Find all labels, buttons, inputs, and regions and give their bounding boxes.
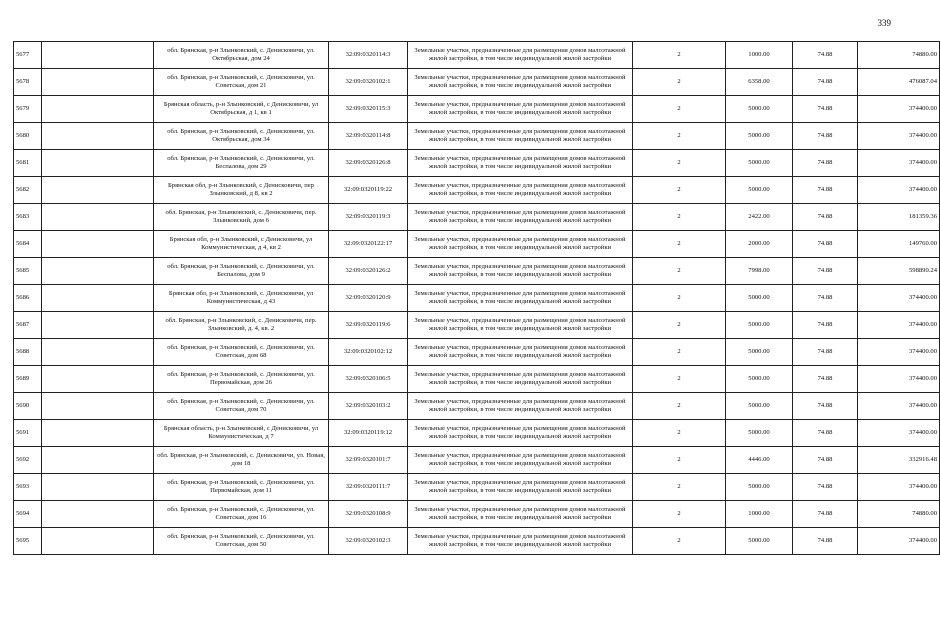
cadastral-number-cell: 32:09:0320126:2 [329, 258, 408, 285]
table-row [14, 420, 940, 447]
address-cell: обл. Брянская, р-н Злынковский, с. Денисковичи, ул. Беспалова, дом 29 [154, 150, 329, 177]
area-cell: 5000.00 [726, 123, 793, 150]
area-cell: 5000.00 [726, 528, 793, 555]
rate-cell: 74.88 [793, 96, 858, 123]
empty-cell [42, 96, 154, 123]
row-number-cell: 5686 [14, 285, 42, 312]
area-cell: 6358.00 [726, 69, 793, 96]
row-number-cell: 5690 [14, 393, 42, 420]
cadastral-value-cell: 374400.00 [858, 285, 940, 312]
category-cell: 2 [633, 177, 726, 204]
rate-cell: 74.88 [793, 177, 858, 204]
rate-cell: 74.88 [793, 501, 858, 528]
land-use-cell: Земельные участки, предназначенные для размещения домов малоэтажной жилой застройки, в том числе индивидуальной жилой застройки [408, 339, 633, 366]
address-cell: Брянская область, р-н Злынковский, с Денисковичи, ул Октябрьская, д 1, кв 1 [154, 96, 329, 123]
category-cell: 2 [633, 96, 726, 123]
category-cell: 2 [633, 123, 726, 150]
area-cell: 7998.00 [726, 258, 793, 285]
land-use-cell: Земельные участки, предназначенные для размещения домов малоэтажной жилой застройки, в том числе индивидуальной жилой застройки [408, 177, 633, 204]
address-cell: обл. Брянская, р-н Злынковский, с. Денисковичи, ул. Новая, дом 18 [154, 447, 329, 474]
cadastral-value-cell: 74880.00 [858, 501, 940, 528]
cadastral-value-cell: 374400.00 [858, 339, 940, 366]
cadastral-value-cell: 374400.00 [858, 123, 940, 150]
empty-cell [42, 312, 154, 339]
cadastral-value-cell: 374400.00 [858, 177, 940, 204]
cadastral-number-cell: 32:09:0320102:12 [329, 339, 408, 366]
category-cell: 2 [633, 474, 726, 501]
table-row [14, 312, 940, 339]
row-number-cell: 5679 [14, 96, 42, 123]
cadastral-value-cell: 374400.00 [858, 366, 940, 393]
row-number-cell: 5685 [14, 258, 42, 285]
table-row [14, 231, 940, 258]
empty-cell [42, 204, 154, 231]
address-cell: обл. Брянская, р-н Злынковский, с. Денисковичи, пер. Злынковский, дом 6 [154, 204, 329, 231]
address-cell: обл. Брянская, р-н Злынковский, с. Денисковичи, ул. Советская, дом 68 [154, 339, 329, 366]
cadastral-number-cell: 32:09:0320119:12 [329, 420, 408, 447]
table-row [14, 501, 940, 528]
row-number-cell: 5684 [14, 231, 42, 258]
table-row [14, 393, 940, 420]
land-use-cell: Земельные участки, предназначенные для размещения домов малоэтажной жилой застройки, в том числе индивидуальной жилой застройки [408, 474, 633, 501]
row-number-cell: 5687 [14, 312, 42, 339]
land-use-cell: Земельные участки, предназначенные для размещения домов малоэтажной жилой застройки, в том числе индивидуальной жилой застройки [408, 528, 633, 555]
row-number-cell: 5682 [14, 177, 42, 204]
area-cell: 2000.00 [726, 231, 793, 258]
category-cell: 2 [633, 420, 726, 447]
land-use-cell: Земельные участки, предназначенные для размещения домов малоэтажной жилой застройки, в том числе индивидуальной жилой застройки [408, 285, 633, 312]
cadastral-number-cell: 32:09:0320114:8 [329, 123, 408, 150]
cadastral-value-cell: 374400.00 [858, 96, 940, 123]
rate-cell: 74.88 [793, 42, 858, 69]
category-cell: 2 [633, 366, 726, 393]
row-number-cell: 5681 [14, 150, 42, 177]
address-cell: Брянская обл, р-н Злынковский, с Денисковичи, пер Злынковский, д 8, кв 2 [154, 177, 329, 204]
row-number-cell: 5677 [14, 42, 42, 69]
empty-cell [42, 42, 154, 69]
rate-cell: 74.88 [793, 69, 858, 96]
table-row [14, 474, 940, 501]
category-cell: 2 [633, 42, 726, 69]
address-cell: обл. Брянская, р-н Злынковский, с. Денисковичи, ул. Первомайская, дом 26 [154, 366, 329, 393]
empty-cell [42, 285, 154, 312]
rate-cell: 74.88 [793, 447, 858, 474]
address-cell: обл. Брянская, р-н Злынковский, с. Денисковичи, ул. Первомайская, дом 11 [154, 474, 329, 501]
land-use-cell: Земельные участки, предназначенные для размещения домов малоэтажной жилой застройки, в том числе индивидуальной жилой застройки [408, 231, 633, 258]
cadastral-value-cell: 181359.36 [858, 204, 940, 231]
area-cell: 1000.00 [726, 501, 793, 528]
table-row [14, 339, 940, 366]
land-use-cell: Земельные участки, предназначенные для размещения домов малоэтажной жилой застройки, в том числе индивидуальной жилой застройки [408, 393, 633, 420]
address-cell: обл. Брянская, р-н Злынковский, с. Денисковичи, ул. Октябрьская, дом 24 [154, 42, 329, 69]
area-cell: 4446.00 [726, 447, 793, 474]
empty-cell [42, 177, 154, 204]
category-cell: 2 [633, 150, 726, 177]
address-cell: обл. Брянская, р-н Злынковский, с. Денисковичи, ул. Беспалова, дом 9 [154, 258, 329, 285]
rate-cell: 74.88 [793, 420, 858, 447]
land-use-cell: Земельные участки, предназначенные для размещения домов малоэтажной жилой застройки, в том числе индивидуальной жилой застройки [408, 366, 633, 393]
row-number-cell: 5694 [14, 501, 42, 528]
table-row [14, 123, 940, 150]
land-use-cell: Земельные участки, предназначенные для размещения домов малоэтажной жилой застройки, в том числе индивидуальной жилой застройки [408, 42, 633, 69]
table-row [14, 150, 940, 177]
category-cell: 2 [633, 285, 726, 312]
cadastral-number-cell: 32:09:0320122:17 [329, 231, 408, 258]
empty-cell [42, 150, 154, 177]
category-cell: 2 [633, 69, 726, 96]
land-use-cell: Земельные участки, предназначенные для размещения домов малоэтажной жилой застройки, в том числе индивидуальной жилой застройки [408, 123, 633, 150]
address-cell: обл. Брянская, р-н Злынковский, с. Денисковичи, ул. Советская, дом 70 [154, 393, 329, 420]
land-use-cell: Земельные участки, предназначенные для размещения домов малоэтажной жилой застройки, в том числе индивидуальной жилой застройки [408, 69, 633, 96]
rate-cell: 74.88 [793, 150, 858, 177]
empty-cell [42, 231, 154, 258]
empty-cell [42, 447, 154, 474]
table-row [14, 258, 940, 285]
address-cell: обл. Брянская, р-н Злынковский, с. Денисковичи, ул. Октябрьская, дом 34 [154, 123, 329, 150]
cadastral-value-cell: 149760.00 [858, 231, 940, 258]
address-cell: обл. Брянская, р-н Злынковский, с. Денисковичи, пер. Злынковский, д. 4, кв. 2 [154, 312, 329, 339]
rate-cell: 74.88 [793, 366, 858, 393]
row-number-cell: 5691 [14, 420, 42, 447]
address-cell: Брянская обл, р-н Злынковский, с. Денисковичи, ул Коммунистическая, д 43 [154, 285, 329, 312]
cadastral-value-cell: 374400.00 [858, 393, 940, 420]
rate-cell: 74.88 [793, 312, 858, 339]
cadastral-number-cell: 32:09:0320120:9 [329, 285, 408, 312]
area-cell: 5000.00 [726, 96, 793, 123]
cadastral-number-cell: 32:09:0320119:3 [329, 204, 408, 231]
address-cell: Брянская область, р-н Злынковский, с Денисковичи, ул Коммунистическая, д 7 [154, 420, 329, 447]
category-cell: 2 [633, 258, 726, 285]
cadastral-number-cell: 32:09:0320126:8 [329, 150, 408, 177]
table-row [14, 285, 940, 312]
area-cell: 5000.00 [726, 474, 793, 501]
cadastral-number-cell: 32:09:0320115:3 [329, 96, 408, 123]
empty-cell [42, 123, 154, 150]
cadastral-value-cell: 332916.48 [858, 447, 940, 474]
table-row [14, 96, 940, 123]
land-use-cell: Земельные участки, предназначенные для размещения домов малоэтажной жилой застройки, в том числе индивидуальной жилой застройки [408, 96, 633, 123]
rate-cell: 74.88 [793, 393, 858, 420]
area-cell: 2422.00 [726, 204, 793, 231]
cadastral-value-cell: 598890.24 [858, 258, 940, 285]
table-row [14, 447, 940, 474]
empty-cell [42, 420, 154, 447]
empty-cell [42, 393, 154, 420]
cadastral-number-cell: 32:09:0320103:2 [329, 393, 408, 420]
land-use-cell: Земельные участки, предназначенные для размещения домов малоэтажной жилой застройки, в том числе индивидуальной жилой застройки [408, 258, 633, 285]
address-cell: Брянская обл, р-н Злынковский, с Денисковичи, ул Коммунистическая, д 4, кв 2 [154, 231, 329, 258]
land-use-cell: Земельные участки, предназначенные для размещения домов малоэтажной жилой застройки, в том числе индивидуальной жилой застройки [408, 501, 633, 528]
cadastral-value-cell: 374400.00 [858, 312, 940, 339]
category-cell: 2 [633, 339, 726, 366]
cadastral-number-cell: 32:09:0320114:3 [329, 42, 408, 69]
rate-cell: 74.88 [793, 204, 858, 231]
area-cell: 5000.00 [726, 312, 793, 339]
empty-cell [42, 366, 154, 393]
land-use-cell: Земельные участки, предназначенные для размещения домов малоэтажной жилой застройки, в том числе индивидуальной жилой застройки [408, 447, 633, 474]
row-number-cell: 5695 [14, 528, 42, 555]
registry-table [13, 41, 940, 555]
empty-cell [42, 528, 154, 555]
cadastral-number-cell: 32:09:0320106:5 [329, 366, 408, 393]
land-use-cell: Земельные участки, предназначенные для размещения домов малоэтажной жилой застройки, в том числе индивидуальной жилой застройки [408, 204, 633, 231]
table-row [14, 69, 940, 96]
area-cell: 5000.00 [726, 366, 793, 393]
area-cell: 5000.00 [726, 285, 793, 312]
empty-cell [42, 501, 154, 528]
land-use-cell: Земельные участки, предназначенные для размещения домов малоэтажной жилой застройки, в том числе индивидуальной жилой застройки [408, 420, 633, 447]
category-cell: 2 [633, 528, 726, 555]
rate-cell: 74.88 [793, 474, 858, 501]
area-cell: 5000.00 [726, 339, 793, 366]
rate-cell: 74.88 [793, 285, 858, 312]
cadastral-number-cell: 32:09:0320119:6 [329, 312, 408, 339]
page-number: 339 [877, 18, 891, 28]
rate-cell: 74.88 [793, 123, 858, 150]
address-cell: обл. Брянская, р-н Злынковский, с. Денисковичи, ул. Советская, дом 16 [154, 501, 329, 528]
empty-cell [42, 474, 154, 501]
rate-cell: 74.88 [793, 339, 858, 366]
row-number-cell: 5683 [14, 204, 42, 231]
cadastral-number-cell: 32:09:0320111:7 [329, 474, 408, 501]
area-cell: 5000.00 [726, 393, 793, 420]
rate-cell: 74.88 [793, 258, 858, 285]
empty-cell [42, 339, 154, 366]
cadastral-number-cell: 32:09:0320119:22 [329, 177, 408, 204]
row-number-cell: 5680 [14, 123, 42, 150]
cadastral-value-cell: 374400.00 [858, 528, 940, 555]
category-cell: 2 [633, 501, 726, 528]
cadastral-value-cell: 374400.00 [858, 150, 940, 177]
empty-cell [42, 258, 154, 285]
category-cell: 2 [633, 393, 726, 420]
row-number-cell: 5692 [14, 447, 42, 474]
table-row [14, 204, 940, 231]
row-number-cell: 5688 [14, 339, 42, 366]
empty-cell [42, 69, 154, 96]
table-row [14, 528, 940, 555]
rate-cell: 74.88 [793, 528, 858, 555]
address-cell: обл. Брянская, р-н Злынковский, с. Денисковичи, ул. Советская, дом 50 [154, 528, 329, 555]
category-cell: 2 [633, 231, 726, 258]
land-use-cell: Земельные участки, предназначенные для размещения домов малоэтажной жилой застройки, в том числе индивидуальной жилой застройки [408, 312, 633, 339]
category-cell: 2 [633, 447, 726, 474]
cadastral-number-cell: 32:09:0320102:3 [329, 528, 408, 555]
area-cell: 5000.00 [726, 177, 793, 204]
address-cell: обл. Брянская, р-н Злынковский, с. Денисковичи, ул. Советская, дом 21 [154, 69, 329, 96]
cadastral-number-cell: 32:09:0320102:1 [329, 69, 408, 96]
table-body [14, 42, 940, 555]
land-use-cell: Земельные участки, предназначенные для размещения домов малоэтажной жилой застройки, в том числе индивидуальной жилой застройки [408, 150, 633, 177]
cadastral-value-cell: 74880.00 [858, 42, 940, 69]
area-cell: 5000.00 [726, 420, 793, 447]
cadastral-value-cell: 374400.00 [858, 420, 940, 447]
cadastral-value-cell: 374400.00 [858, 474, 940, 501]
table-row [14, 177, 940, 204]
area-cell: 1000.00 [726, 42, 793, 69]
table-row [14, 366, 940, 393]
table-row [14, 42, 940, 69]
row-number-cell: 5693 [14, 474, 42, 501]
cadastral-number-cell: 32:09:0320108:9 [329, 501, 408, 528]
cadastral-value-cell: 476087.04 [858, 69, 940, 96]
cadastral-number-cell: 32:09:0320101:7 [329, 447, 408, 474]
row-number-cell: 5689 [14, 366, 42, 393]
row-number-cell: 5678 [14, 69, 42, 96]
category-cell: 2 [633, 312, 726, 339]
category-cell: 2 [633, 204, 726, 231]
area-cell: 5000.00 [726, 150, 793, 177]
rate-cell: 74.88 [793, 231, 858, 258]
